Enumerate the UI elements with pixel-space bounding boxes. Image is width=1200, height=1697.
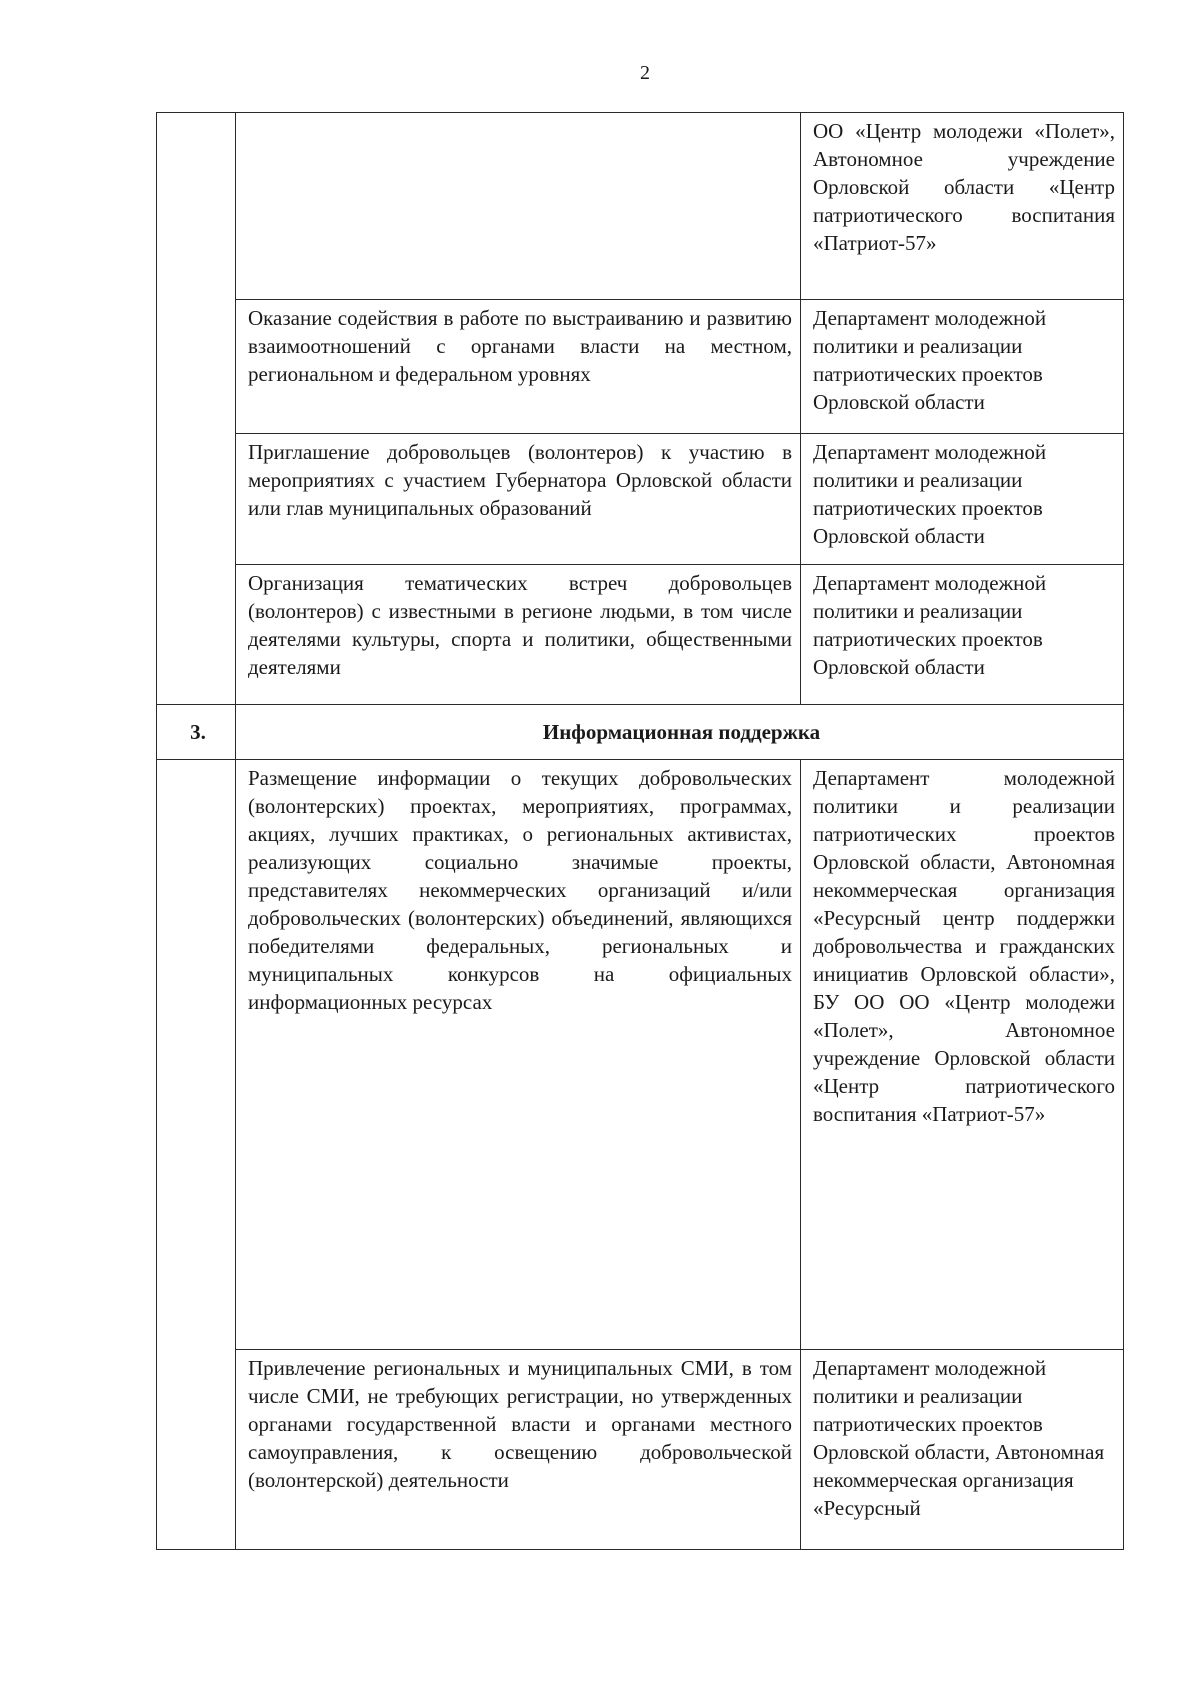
responsible-cell: Департамент молодежной политики и реализации патриотических проектов Орловской области [801, 300, 1124, 434]
section-header-row [157, 705, 1124, 760]
table-row [157, 1350, 1124, 1550]
section-title: Информационная поддержка [236, 705, 1124, 760]
row-number-cell [157, 113, 236, 705]
responsible-cell: Департамент молодежной политики и реализации патриотических проектов Орловской области, Автономная некоммерческая организация «Ресурсный [801, 1350, 1124, 1550]
event-cell: Размещение информации о текущих добровольческих (волонтерских) проектах, мероприятиях, программах, акциях, лучших практиках, о региональных активистах, реализующих социально значимые проекты, представителях некоммерческих организаций и/или добровольческих (волонтерских) объединений, являющихся победителями федеральных, региональных и муниципальных конкурсов на официальных информационных ресурсах [236, 760, 801, 1350]
table-row [157, 760, 1124, 1350]
table-row [157, 300, 1124, 434]
responsible-cell: Департамент молодежной политики и реализации патриотических проектов Орловской области [801, 434, 1124, 565]
event-cell: Привлечение региональных и муниципальных СМИ, в том числе СМИ, не требующих регистрации, но утвержденных органами государственной власти и органами местного самоуправления, к освещению добровольческой (волонтерской) деятельности [236, 1350, 801, 1550]
event-cell: Оказание содействия в работе по выстраиванию и развитию взаимоотношений с органами власти на местном, региональном и федеральном уровнях [236, 300, 801, 434]
event-cell: Организация тематических встреч добровольцев (волонтеров) с известными в регионе людьми, в том числе деятелями культуры, спорта и политики, общественными деятелями [236, 565, 801, 705]
event-cell [236, 113, 801, 300]
row-number-cell [157, 760, 236, 1550]
table-row [157, 565, 1124, 705]
page-number: 2 [640, 62, 650, 84]
section-number: 3. [157, 705, 236, 760]
table-row [157, 434, 1124, 565]
event-cell: Приглашение добровольцев (волонтеров) к участию в мероприятиях с участием Губернатора Орловской области или глав муниципальных образований [236, 434, 801, 565]
responsible-cell: Департамент молодежной политики и реализации патриотических проектов Орловской области, Автономная некоммерческая организация «Ресурсный центр поддержки добровольчества и гражданских инициатив Орловской области», БУ ОО ОО «Центр молодежи «Полет», Автономное учреждение Орловской области «Центр патриотического воспитания «Патриот-57» [801, 760, 1124, 1350]
responsible-cell: ОО «Центр молодежи «Полет», Автономное учреждение Орловской области «Центр патриотического воспитания «Патриот-57» [801, 113, 1124, 300]
responsible-cell: Департамент молодежной политики и реализации патриотических проектов Орловской области [801, 565, 1124, 705]
table-row [157, 113, 1124, 300]
plan-table [156, 112, 1124, 1550]
